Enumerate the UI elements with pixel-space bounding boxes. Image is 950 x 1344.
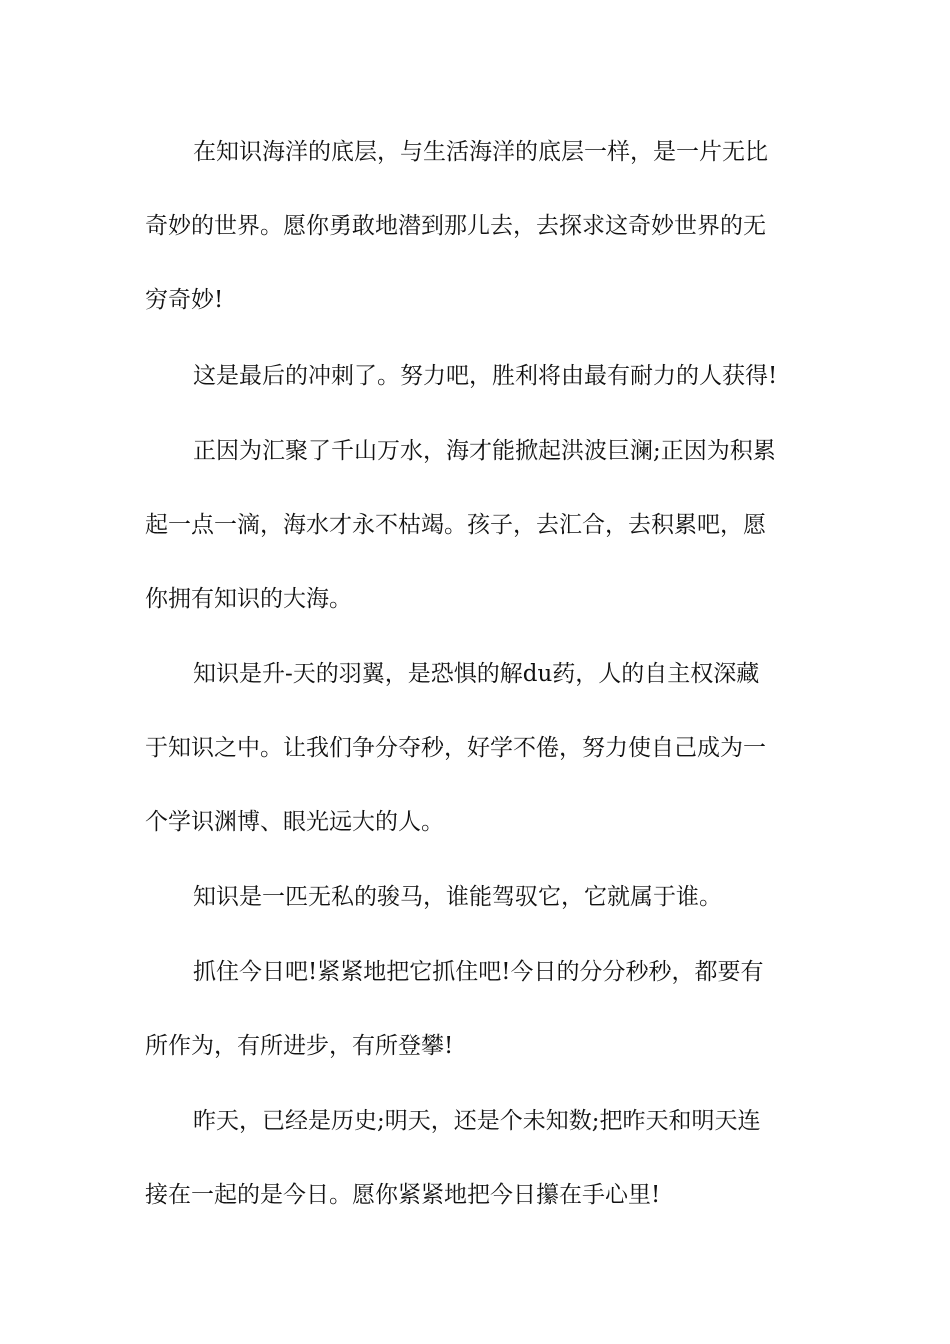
text-line: 于知识之中。让我们争分夺秒，好学不倦，努力使自己成为一	[145, 735, 766, 761]
text-line: 在知识海洋的底层，与生活海洋的底层一样，是一片无比	[193, 139, 768, 165]
text-line: 起一点一滴，海水才永不枯竭。孩子，去汇合，去积累吧，愿	[145, 512, 766, 538]
text-line: 知识是一匹无私的骏马，谁能驾驭它，它就属于谁。	[193, 884, 722, 910]
text-line: 接在一起的是今日。愿你紧紧地把今日攥在手心里!	[145, 1182, 661, 1208]
text-line: 奇妙的世界。愿你勇敢地潜到那儿去，去探求这奇妙世界的无	[145, 213, 766, 239]
text-line: 正因为汇聚了千山万水，海才能掀起洪波巨澜;正因为积累	[193, 438, 776, 464]
text-line: 昨天，已经是历史;明天，还是个未知数;把昨天和明天连	[193, 1108, 761, 1134]
text-line: 知识是升-天的羽翼，是恐惧的解du药，人的自主权深藏	[193, 661, 760, 687]
text-line: 穷奇妙!	[145, 287, 224, 313]
text-line: 抓住今日吧!紧紧地把它抓住吧!今日的分分秒秒，都要有	[193, 959, 764, 985]
text-line: 你拥有知识的大海。	[145, 586, 352, 612]
text-line: 个学识渊博、眼光远大的人。	[145, 809, 444, 835]
text-line: 所作为，有所进步，有所登攀!	[145, 1033, 454, 1059]
text-line: 这是最后的冲刺了。努力吧，胜利将由最有耐力的人获得!	[193, 363, 778, 389]
